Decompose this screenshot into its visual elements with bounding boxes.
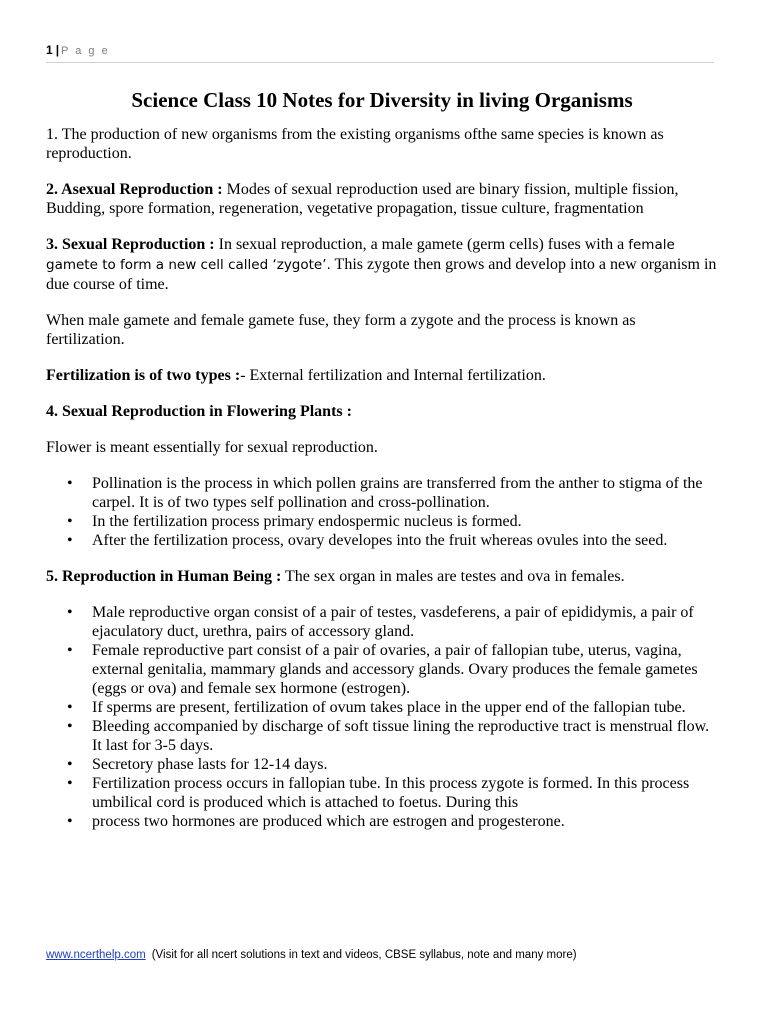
list-item-text: If sperms are present, fertilization of ovum takes place in the upper end of the fallopian tube. xyxy=(92,699,686,716)
paragraph-fertilization-types xyxy=(46,366,718,385)
page-footer xyxy=(46,947,726,963)
list-item-text: After the fertilization process, ovary developes into the fruit whereas ovules into the seed. xyxy=(92,532,668,549)
asexual-reproduction-label: 2. Asexual Reproduction : xyxy=(46,181,223,198)
bullet-icon: • xyxy=(67,813,73,830)
list-item xyxy=(46,531,718,550)
sexual-reproduction-text-b: female gamete to form a new cell called ‘zygote’. xyxy=(46,237,675,273)
list-item-text: Secretory phase lasts for 12-14 days. xyxy=(92,756,328,773)
sexual-reproduction-text-a: In sexual reproduction, a male gamete (germ cells) fuses with a xyxy=(214,236,629,253)
list-item xyxy=(46,512,718,531)
section-heading-flowering-plants xyxy=(46,402,718,421)
bullet-icon: • xyxy=(67,642,73,659)
human-bullet-list xyxy=(46,603,718,831)
paragraph-flower-purpose: Flower is meant essentially for sexual reproduction. xyxy=(46,439,378,456)
list-item xyxy=(46,698,718,717)
document-body xyxy=(46,86,718,848)
sexual-reproduction-text-c: This zygote then grows and develop into a new organism in due course of time. xyxy=(46,256,717,293)
list-item xyxy=(46,755,718,774)
website-link[interactable]: www.ncerthelp.com xyxy=(46,949,146,961)
page-separator: | xyxy=(55,43,60,57)
list-item-text: Male reproductive organ consist of a pair of testes, vasdeferens, a pair of epididymis, a pair of ejaculatory duct, urethra, pairs of accessory gland. xyxy=(92,604,694,640)
footer-note: (Visit for all ncert solutions in text and videos, CBSE syllabus, note and many more) xyxy=(151,949,577,961)
asexual-reproduction-text: Modes of sexual reproduction used are binary fission, multiple fission, Budding, spore formation, regeneration, vegetative propagation, tissue culture, fragmentation xyxy=(46,181,679,217)
fertilization-types-label: Fertilization is of two types : xyxy=(46,367,241,384)
list-item xyxy=(46,474,718,512)
list-item xyxy=(46,603,718,641)
sexual-reproduction-label: 3. Sexual Reproduction : xyxy=(46,236,215,253)
list-item-text: Fertilization process occurs in fallopian tube. In this process zygote is formed. In this process umbilical cord is produced which is attached to foetus. During this xyxy=(92,775,690,811)
bullet-icon: • xyxy=(67,532,73,549)
paragraph-asexual-reproduction xyxy=(46,180,718,218)
document-title: Science Class 10 Notes for Diversity in living Organisms xyxy=(131,88,633,112)
bullet-icon: • xyxy=(67,756,73,773)
fertilization-types-text: - External fertilization and Internal fertilization. xyxy=(240,367,546,384)
list-item-text: Female reproductive part consist of a pair of ovaries, a pair of fallopian tube, uterus, vagina, external genitalia, mammary glands and accessory glands. Ovary produces the female gametes (eggs or ova) and female sex hormone (estrogen). xyxy=(92,642,698,697)
list-item-text: Bleeding accompanied by discharge of soft tissue lining the reproductive tract is menstrual flow. It last for 3-5 days. xyxy=(92,718,710,754)
list-item-text: Pollination is the process in which pollen grains are transferred from the anther to stigma of the carpel. It is of two types self pollination and cross-pollination. xyxy=(92,475,703,511)
paragraph-fertilization-definition: When male gamete and female gamete fuse, they form a zygote and the process is known as fertilization. xyxy=(46,312,636,348)
list-item xyxy=(46,717,718,755)
list-item-text: In the fertilization process primary endospermic nucleus is formed. xyxy=(92,513,522,530)
plants-bullet-list xyxy=(46,474,718,550)
list-item xyxy=(46,641,718,698)
bullet-icon: • xyxy=(67,699,73,716)
paragraph-reproduction-definition: 1. The production of new organisms from the existing organisms ofthe same species is known as reproduction. xyxy=(46,126,664,162)
paragraph-human-reproduction xyxy=(46,567,718,586)
page-label: P a g e xyxy=(61,45,110,57)
bullet-icon: • xyxy=(67,604,73,621)
paragraph-sexual-reproduction xyxy=(46,235,718,294)
list-item-text: process two hormones are produced which are estrogen and progesterone. xyxy=(92,813,565,830)
bullet-icon: • xyxy=(67,513,73,530)
bullet-icon: • xyxy=(67,718,73,735)
flowering-plants-heading: 4. Sexual Reproduction in Flowering Plants : xyxy=(46,403,352,420)
bullet-icon: • xyxy=(67,775,73,792)
list-item xyxy=(46,812,718,831)
human-reproduction-text: The sex organ in males are testes and ova in females. xyxy=(281,568,625,585)
page-number: 1 xyxy=(46,43,53,57)
bullet-icon: • xyxy=(67,475,73,492)
page-header xyxy=(46,42,714,63)
human-reproduction-label: 5. Reproduction in Human Being : xyxy=(46,568,282,585)
list-item xyxy=(46,774,718,812)
